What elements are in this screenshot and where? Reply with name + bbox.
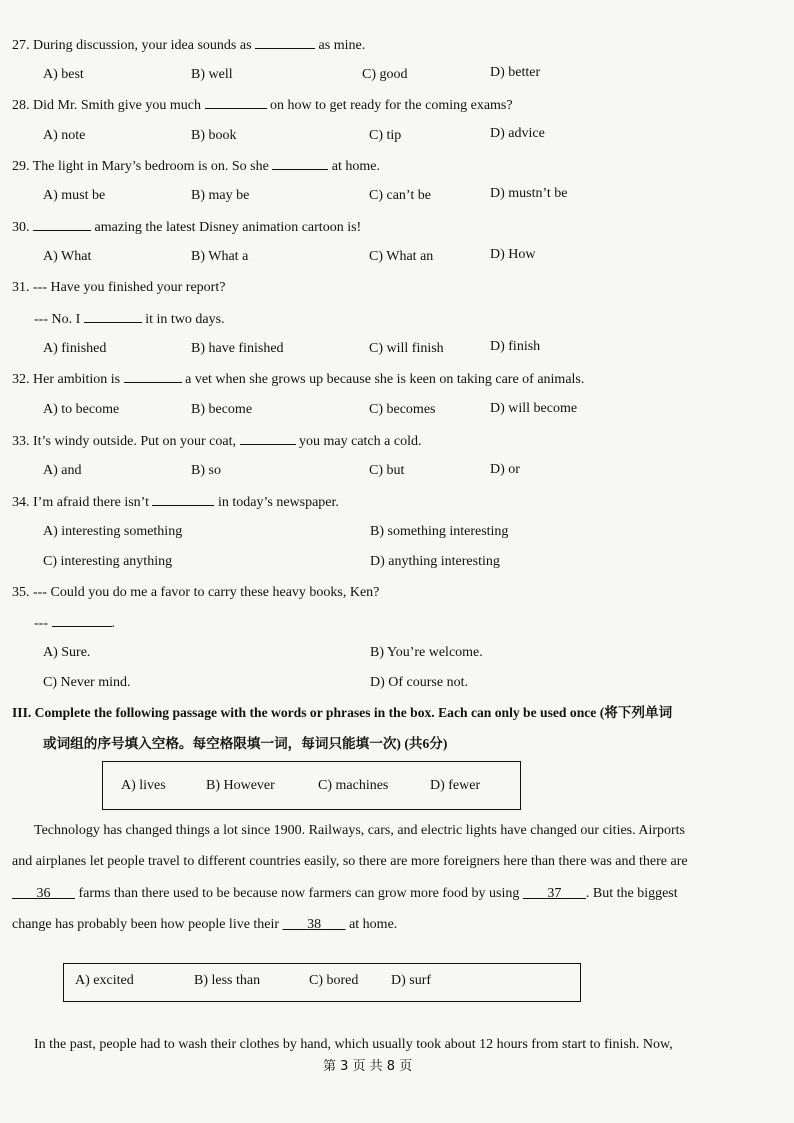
- question-text: you may catch a cold.: [299, 434, 422, 449]
- answer-blank[interactable]: [33, 218, 91, 231]
- option-a[interactable]: A) interesting something: [43, 524, 183, 539]
- option-a[interactable]: A) What: [43, 249, 92, 264]
- option-a[interactable]: A) finished: [43, 341, 107, 356]
- question-number: 28.: [12, 98, 30, 113]
- question-text: in today’s newspaper.: [217, 495, 339, 510]
- question-text: ---: [34, 616, 48, 631]
- question-number: 35.: [12, 585, 30, 600]
- answer-blank[interactable]: [52, 614, 112, 627]
- passage-text: . But the biggest: [585, 886, 678, 901]
- passage-line: [12, 916, 397, 934]
- section-heading: III. Complete the following passage with the words or phrases in the box. Each can only be used once (将下列单词: [12, 705, 673, 720]
- question-text: --- Have you finished your report?: [33, 280, 226, 295]
- passage-line: [12, 885, 678, 903]
- question-text: --- No. I: [34, 312, 81, 327]
- question-35-reply: [34, 614, 115, 633]
- option-c[interactable]: C) but: [369, 463, 405, 478]
- option-c[interactable]: C) What an: [369, 249, 434, 264]
- question-30: [12, 218, 361, 237]
- option-c[interactable]: C) becomes: [369, 402, 436, 417]
- question-31: [12, 279, 225, 297]
- option-c[interactable]: C) will finish: [369, 341, 444, 356]
- option-d[interactable]: D) better: [490, 65, 541, 80]
- passage-line: In the past, people had to wash their clothes by hand, which usually took about 12 hours from start to finish. Now,: [34, 1037, 673, 1052]
- passage-line: Technology has changed things a lot since 1900. Railways, cars, and electric lights have changed our cities. Airports: [34, 823, 686, 838]
- question-28: [12, 96, 513, 115]
- option-a[interactable]: A) must be: [43, 188, 106, 203]
- question-number: 33.: [12, 434, 30, 449]
- question-text: .: [111, 616, 115, 631]
- answer-blank[interactable]: [152, 493, 214, 506]
- word-option: D) surf: [391, 973, 432, 988]
- word-option: A) lives: [121, 778, 166, 793]
- question-text: It’s windy outside. Put on your coat,: [33, 434, 236, 449]
- word-option: B) However: [206, 778, 275, 793]
- question-34: [12, 493, 339, 512]
- question-number: 27.: [12, 38, 30, 53]
- option-d[interactable]: D) finish: [490, 339, 541, 354]
- option-c[interactable]: C) good: [362, 67, 408, 82]
- question-text: on how to get ready for the coming exams?: [270, 98, 513, 113]
- question-text: The light in Mary’s bedroom is on. So she: [32, 159, 269, 174]
- word-box-1: [102, 761, 521, 810]
- question-text: I’m afraid there isn’t: [33, 495, 149, 510]
- question-text: at home.: [331, 159, 381, 174]
- question-text: Did Mr. Smith give you much: [33, 98, 201, 113]
- question-text: amazing the latest Disney animation cartoon is!: [94, 220, 362, 235]
- option-b[interactable]: B) book: [191, 128, 237, 143]
- option-b[interactable]: B) have finished: [191, 341, 284, 356]
- option-b[interactable]: B) may be: [191, 188, 250, 203]
- section-heading-cn: 或词组的序号填入空格。每空格限填一词，每词只能填一次) (共6分): [43, 736, 448, 751]
- question-text: Her ambition is: [33, 372, 121, 387]
- question-33: [12, 432, 421, 451]
- option-d[interactable]: D) mustn’t be: [490, 186, 568, 201]
- word-option: A) excited: [75, 973, 134, 988]
- question-35: [12, 584, 379, 602]
- option-d[interactable]: D) will become: [490, 401, 578, 416]
- passage-text: at home.: [349, 917, 398, 932]
- answer-blank[interactable]: [255, 36, 315, 49]
- option-a[interactable]: A) best: [43, 67, 84, 82]
- answer-blank[interactable]: [84, 310, 142, 323]
- word-option: D) fewer: [430, 778, 481, 793]
- option-b[interactable]: B) become: [191, 402, 253, 417]
- option-d[interactable]: D) advice: [490, 126, 545, 141]
- question-27: [12, 36, 365, 55]
- option-a[interactable]: A) and: [43, 463, 82, 478]
- option-b[interactable]: B) something interesting: [370, 524, 509, 539]
- word-box-2: [63, 963, 581, 1002]
- answer-blank[interactable]: [205, 96, 267, 109]
- question-text: it in two days.: [145, 312, 225, 327]
- blank-37[interactable]: 37: [547, 886, 562, 901]
- option-d[interactable]: D) Of course not.: [370, 675, 468, 690]
- option-c[interactable]: C) tip: [369, 128, 402, 143]
- option-c[interactable]: C) interesting anything: [43, 554, 173, 569]
- question-text: During discussion, your idea sounds as: [33, 38, 252, 53]
- option-a[interactable]: A) note: [43, 128, 86, 143]
- blank-38[interactable]: 38: [307, 917, 322, 932]
- option-b[interactable]: B) so: [191, 463, 221, 478]
- question-number: 32.: [12, 372, 30, 387]
- option-c[interactable]: C) Never mind.: [43, 675, 131, 690]
- question-number: 34.: [12, 495, 30, 510]
- answer-blank[interactable]: [240, 432, 296, 445]
- question-29: [12, 157, 380, 176]
- question-text: a vet when she grows up because she is keen on taking care of animals.: [185, 372, 585, 387]
- page-footer: 第 3 页 共 8 页: [323, 1059, 413, 1074]
- option-b[interactable]: B) You’re welcome.: [370, 645, 483, 660]
- word-option: C) bored: [309, 973, 359, 988]
- question-number: 31.: [12, 280, 30, 295]
- option-b[interactable]: B) What a: [191, 249, 249, 264]
- question-text: as mine.: [318, 38, 366, 53]
- question-number: 29.: [12, 159, 30, 174]
- answer-blank[interactable]: [272, 157, 328, 170]
- option-a[interactable]: A) Sure.: [43, 645, 91, 660]
- question-text: --- Could you do me a favor to carry these heavy books, Ken?: [33, 585, 380, 600]
- passage-text: farms than there used to be because now farmers can grow more food by using: [78, 886, 520, 901]
- question-31-reply: [34, 310, 225, 329]
- word-option: B) less than: [194, 973, 261, 988]
- passage-line: and airplanes let people travel to different countries easily, so there are more foreigners here than there was and there are: [12, 854, 688, 869]
- option-d[interactable]: D) or: [490, 462, 520, 477]
- option-b[interactable]: B) well: [191, 67, 233, 82]
- blank-36[interactable]: 36: [36, 886, 51, 901]
- option-c[interactable]: C) can’t be: [369, 188, 431, 203]
- option-d[interactable]: D) How: [490, 247, 536, 262]
- word-option: C) machines: [318, 778, 389, 793]
- passage-text: change has probably been how people live their: [12, 917, 280, 932]
- question-number: 30.: [12, 220, 30, 235]
- answer-blank[interactable]: [124, 370, 182, 383]
- question-32: [12, 370, 584, 389]
- option-a[interactable]: A) to become: [43, 402, 120, 417]
- option-d[interactable]: D) anything interesting: [370, 554, 500, 569]
